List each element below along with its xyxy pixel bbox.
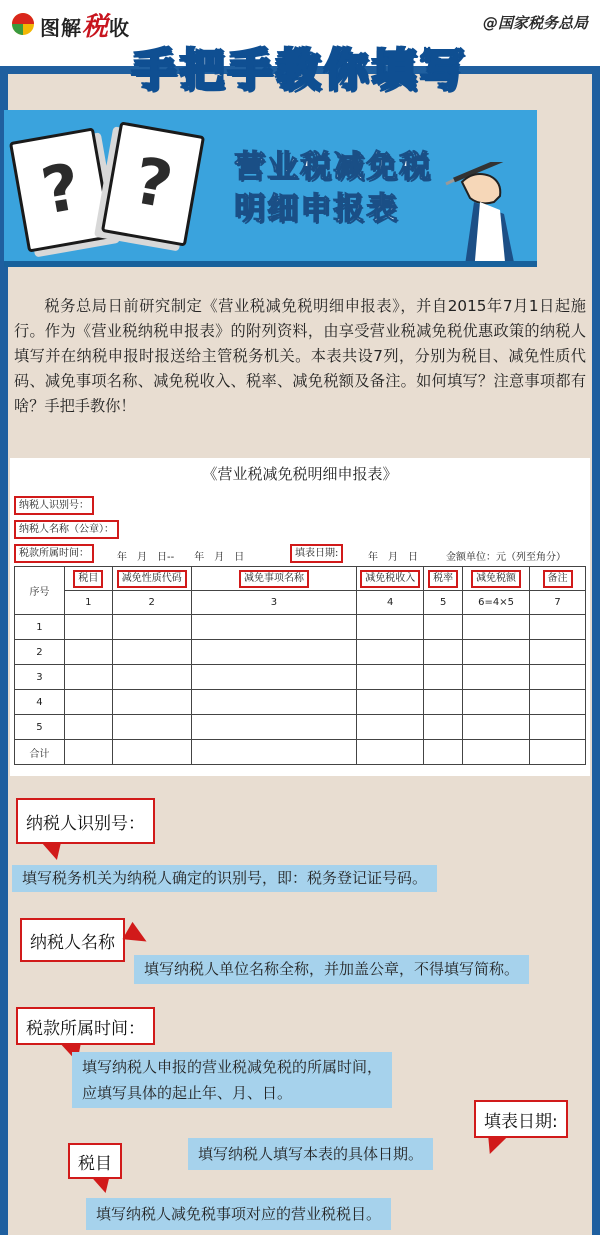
- col-number: 7: [530, 591, 586, 615]
- declaration-form: [10, 458, 590, 776]
- col-remark: 备注: [543, 570, 573, 588]
- hero-title: [234, 146, 432, 230]
- col-code: 减免性质代码: [117, 570, 187, 588]
- fill-date-value: 年 月 日: [368, 552, 418, 563]
- field-period: 税款所属时间：: [14, 544, 94, 563]
- field-fill-date: 填表日期:: [290, 544, 343, 563]
- question-card-icon: ?: [9, 127, 113, 252]
- table-total-row: 合计: [15, 740, 586, 765]
- col-name: 减免事项名称: [239, 570, 309, 588]
- callout-note-tax-item: 填写纳税人减免税事项对应的营业税税目。: [86, 1198, 391, 1230]
- table-row: 1: [15, 615, 586, 640]
- pie-logo-icon: [12, 13, 34, 35]
- hero-title-line1: 营业税减免税: [234, 149, 432, 185]
- col-number: 2: [112, 591, 191, 615]
- hero-title-line2: 明细申报表: [234, 191, 399, 227]
- col-number: 5: [424, 591, 463, 615]
- table-row: 3: [15, 665, 586, 690]
- headline: 手把手教你填写: [132, 45, 468, 96]
- col-number: 3: [191, 591, 357, 615]
- headline-banner: [0, 45, 600, 96]
- table-header-row: [15, 567, 586, 591]
- table-row: 5: [15, 715, 586, 740]
- form-table: [14, 566, 586, 765]
- callout-note-taxpayer-name: 填写纳税人单位名称全称，并加盖公章，不得填写简称。: [134, 955, 529, 984]
- callout-note-taxpayer-id: 填写税务机关为纳税人确定的识别号，即：税务登记证号码。: [12, 865, 437, 892]
- col-income: 减免税收入: [360, 570, 420, 588]
- col-seq: 序号: [15, 567, 65, 615]
- callout-label-tax-item: 税目: [68, 1143, 122, 1179]
- callout-note-fill-date: 填写纳税人填写本表的具体日期。: [188, 1138, 433, 1170]
- col-number: 4: [357, 591, 424, 615]
- form-title: 《营业税减免税明细申报表》: [202, 465, 398, 483]
- callout-label-taxpayer-name: 纳税人名称: [20, 918, 125, 962]
- callout-label-taxpayer-id: 纳税人识别号：: [16, 798, 155, 844]
- col-number: 6=4×5: [463, 591, 530, 615]
- site-logo[interactable]: [12, 10, 131, 42]
- table-row: 4: [15, 690, 586, 715]
- field-taxpayer-name: 纳税人名称（公章）：: [14, 520, 119, 539]
- table-number-row: [15, 591, 586, 615]
- col-rate: 税率: [428, 570, 458, 588]
- col-item: 税目: [73, 570, 103, 588]
- intro-paragraph: 税务总局日前研究制定《营业税减免税明细申报表》，并自2015年7月1日起施行。作为《营业税纳税申报表》的附列资料，由享受营业税减免税优惠政策的纳税人填写并在纳税申报时报送给主管税务机关。本表共设7列，分别为税目、减免性质代码、减免事项名称、减免税收入、税率、减免税额及备注。如何填写？注意事项都有啥？手把手教你！: [14, 297, 586, 415]
- hand-pen-icon: [434, 162, 534, 267]
- hero-banner: [4, 110, 537, 267]
- publisher-handle: @国家税务总局: [482, 14, 588, 32]
- col-amount: 减免税额: [471, 570, 521, 588]
- col-number: 1: [64, 591, 112, 615]
- callout-label-period: 税款所属时间：: [16, 1007, 155, 1045]
- amount-unit: 金额单位：元（列至角分）: [446, 552, 566, 563]
- table-row: 2: [15, 640, 586, 665]
- logo-text: 图解税收: [40, 11, 131, 42]
- callout-label-fill-date: 填表日期:: [474, 1100, 568, 1138]
- callout-note-period: 填写纳税人申报的营业税减免税的所属时间， 应填写具体的起止年、月、日。: [72, 1052, 392, 1108]
- top-bar: [0, 0, 600, 46]
- period-value: 年 月 日-- 年 月 日: [117, 552, 245, 563]
- field-taxpayer-id: 纳税人识别号：: [14, 496, 94, 515]
- question-card-icon: ?: [101, 121, 205, 246]
